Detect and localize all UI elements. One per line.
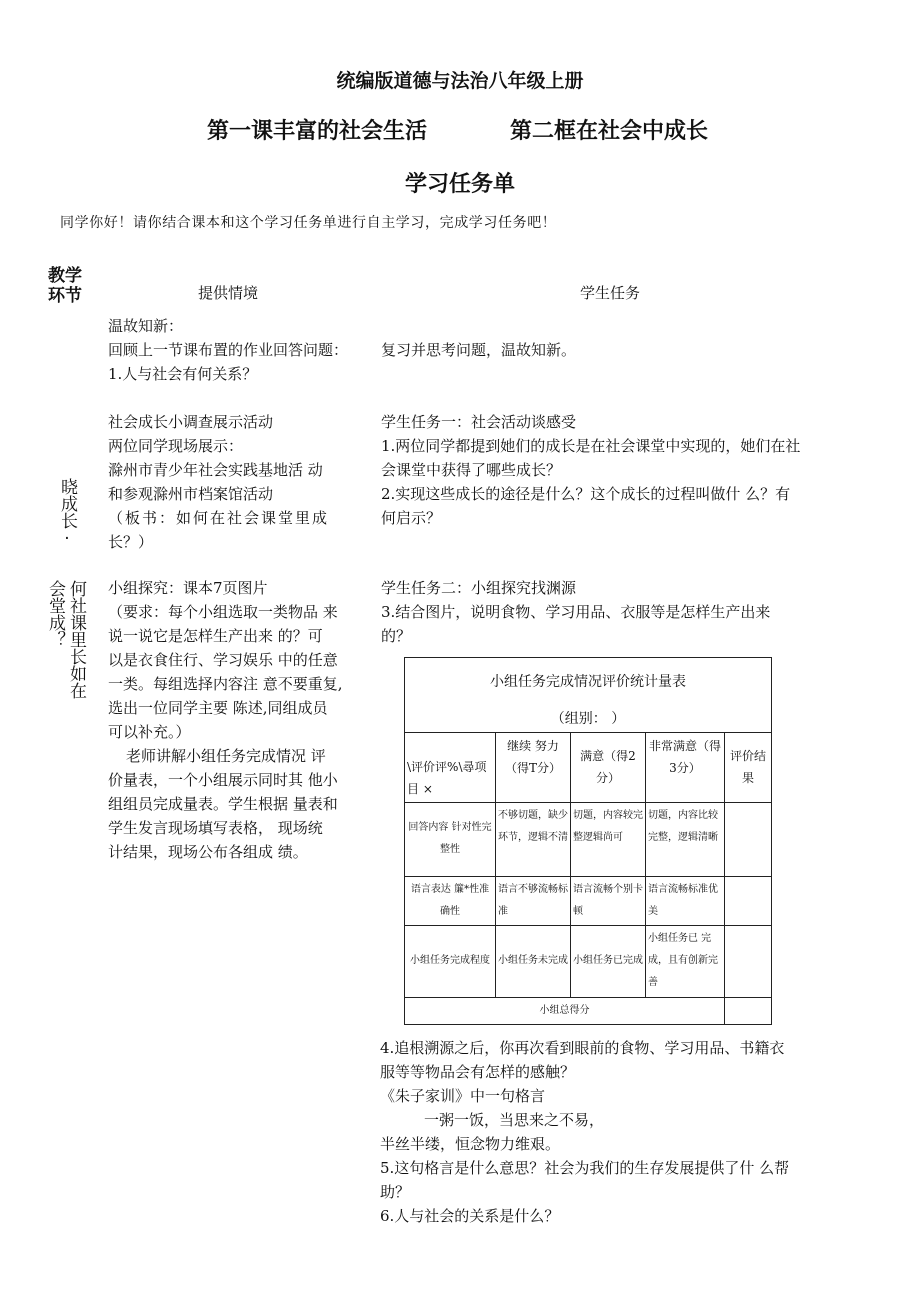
- eval-cell: 切题，内容比较完整，逻辑清晰: [646, 802, 725, 876]
- situation-header: 提供情境: [198, 284, 259, 302]
- eval-cell: 小组任务已完成: [571, 925, 646, 997]
- text-line: 以是衣食住行、学习娱乐 中的任意: [108, 651, 338, 669]
- text-line: 长？）: [108, 533, 154, 551]
- eval-cell: 小组任务已 完成，且有创新完善: [646, 925, 725, 997]
- eval-header-c3: 非常满意（得3分）: [646, 732, 725, 802]
- table-row: [405, 802, 772, 876]
- stage-label-1: 晓成长·: [57, 478, 77, 549]
- text-line: 两位同学现场展示：: [108, 437, 244, 455]
- stage-header: 教学环节: [48, 266, 82, 306]
- eval-header-c1: 继续 努力（得T分）: [496, 732, 571, 802]
- eval-result-cell[interactable]: [725, 876, 772, 925]
- section-title: 第二框在社会中成长: [510, 119, 709, 144]
- table-row: [405, 997, 772, 1024]
- text-line: 3.结合图片，说明食物、学习用品、衣服等是怎样生产出来: [381, 603, 771, 621]
- text-line: 组组员完成量表。学生根据 量表和: [108, 795, 338, 813]
- text-line: 《朱子家训》中一句格言: [380, 1087, 546, 1105]
- stage-label-3: 会堂成？: [45, 580, 65, 648]
- eval-table-title: 小组任务完成情况评价统计量表: [405, 658, 772, 706]
- text-line: （要求：每个小组选取一类物品 来: [108, 603, 338, 621]
- text-line: 一粥一饭，当思来之不易，: [424, 1111, 605, 1129]
- text-line: 服等等物品会有怎样的感触？: [380, 1063, 576, 1081]
- text-line: 半丝半缕，恒念物力维艰。: [380, 1135, 561, 1153]
- text-line: 学生发言现场填写表格， 现场统: [108, 819, 323, 837]
- text-line: 2.实现这些成长的途径是什么？这个成长的过程叫做什 么？有: [381, 485, 791, 503]
- eval-total-label: 小组总得分: [405, 997, 725, 1024]
- eval-result-cell[interactable]: [725, 925, 772, 997]
- text-line: 复习并思考问题，温故知新。: [381, 341, 577, 359]
- eval-cell: 小组任务未完成: [496, 925, 571, 997]
- text-line: 何启示？: [381, 509, 442, 527]
- eval-header-corner: \评价评%\尋项目 ×: [405, 732, 496, 802]
- text-line: 助？: [380, 1183, 411, 1201]
- text-line: 回顾上一节课布置的作业回答问题：: [108, 341, 349, 359]
- text-line: 4.追根溯源之后，你再次看到眼前的食物、学习用品、书籍衣: [380, 1039, 785, 1057]
- text-line: 可以补充。）: [108, 723, 191, 741]
- survey-situation: [108, 410, 374, 554]
- text-line: 5.这句格言是什么意思？社会为我们的生存发展提供了什 么帮: [380, 1159, 790, 1177]
- eval-header-c4: 评价结果: [725, 732, 772, 802]
- review-situation: [108, 314, 373, 386]
- text-line: 温故知新：: [108, 317, 184, 335]
- text-line: 会课堂中获得了哪些成长？: [381, 461, 562, 479]
- text-line: 6.人与社会的关系是什么？: [380, 1207, 560, 1225]
- eval-cell: 切题，内容较完整逻辑尚可: [571, 802, 646, 876]
- eval-cell: 语言不够流畅标准: [496, 876, 571, 925]
- text-line: 学生任务二：小组探究找渊源: [381, 579, 577, 597]
- text-line: 1.两位同学都提到她们的成长是在社会课堂中实现的，她们在社: [381, 437, 801, 455]
- text-line: 和参观滁州市档案馆活动: [108, 485, 274, 503]
- text-line: 选出一位同学主要 陈述,同组成员: [108, 699, 328, 717]
- text-line: 1.人与社会有何关系？: [108, 365, 258, 383]
- text-line: 小组探究：课本7页图片: [108, 579, 268, 597]
- eval-total-cell[interactable]: [725, 997, 772, 1024]
- eval-cell: 语言流畅个别卡顿: [571, 876, 646, 925]
- stage-label-2: 何社课里长如在: [66, 580, 86, 699]
- eval-cell: 不够切题，缺少环节，逻辑不清: [496, 802, 571, 876]
- eval-table-group: （组别： ）: [405, 706, 772, 733]
- eval-result-cell[interactable]: [725, 802, 772, 876]
- explore-situation: [108, 576, 373, 864]
- lesson-title: 第一课丰富的社会生活: [207, 119, 428, 144]
- evaluation-table: [404, 657, 772, 1025]
- text-line: 价量表，一个小组展示同时其 他小: [108, 771, 338, 789]
- explore-task: [381, 576, 861, 648]
- text-line: 的？: [381, 627, 412, 645]
- text-line: 一类。每组选择内容注 意不要重复,: [108, 675, 343, 693]
- eval-row-item: 回答内容 针对性完整性: [405, 802, 496, 876]
- text-line: 计结果，现场公布各组成 绩。: [108, 843, 308, 861]
- text-line: （板书：如何在社会课堂里成: [108, 509, 330, 527]
- text-line: 说一说它是怎样生产出来 的？可: [108, 627, 323, 645]
- text-line: 学生任务一：社会活动谈感受: [381, 413, 577, 431]
- textbook-title: 统编版道德与法治八年级上册: [336, 70, 584, 92]
- sheet-title: 学习任务单: [404, 172, 515, 197]
- eval-row-item: 小组任务完成程度: [405, 925, 496, 997]
- reflection-block: [380, 1036, 860, 1228]
- review-task: [381, 338, 576, 362]
- intro-text: 同学你好！请你结合课本和这个学习任务单进行自主学习，完成学习任务吧！: [60, 215, 557, 231]
- eval-row-item: 语言表达 簾*性准确性: [405, 876, 496, 925]
- eval-cell: 语言流畅标准优美: [646, 876, 725, 925]
- eval-header-c2: 满意（得2分）: [571, 732, 646, 802]
- survey-task: [381, 410, 861, 530]
- text-line: 社会成长小调查展示活动: [108, 413, 274, 431]
- table-row: [405, 876, 772, 925]
- text-line: 滁州市青少年社会实践基地活 动: [108, 461, 323, 479]
- tasks-header: 学生任务: [580, 284, 641, 302]
- text-line: 老师讲解小组任务完成情况 评: [126, 747, 326, 765]
- table-row: [405, 925, 772, 997]
